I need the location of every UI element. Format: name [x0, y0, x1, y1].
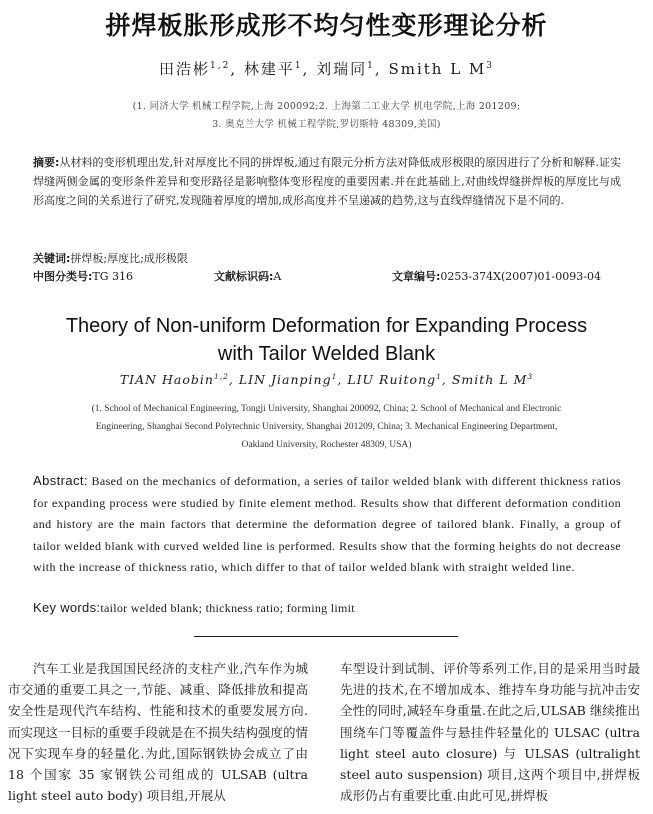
en-keywords-label: Key words:	[33, 600, 101, 615]
cn-author: Smith L $M^3$	[388, 60, 495, 78]
en-author-list: TIAN Haobin$^{1,2}$, LIN Jianping$^1$, LIU Ruitong$^1$, Smith L $M^3$	[119, 372, 534, 388]
document-code: 文献标识码:A	[214, 270, 282, 283]
en-keywords-text: tailor welded blank; thickness ratio; forming limit	[100, 601, 355, 615]
clc-number: 中图分类号:TG 316	[33, 270, 134, 283]
cn-author: 田浩彬$^{1,2}$	[158, 60, 231, 78]
cn-abstract-text: 从材料的变形机理出发,针对厚度比不同的拼焊板,通过有限元分析方法对降低成形极限的原因进行了分析和解释.证实焊缝两侧金属的变形条件差异和变形路径是影响整体变形程度的重要因素.并在此基础上,对曲线焊缝拼焊板的厚度比与成形高度之间的关系进行了研究,发现随着厚度的增加,成形高度并不呈递减的趋势,这与直线焊缝情况下是不同的.	[33, 156, 621, 207]
cn-keywords-text: 拼焊板;厚度比;成形极限	[70, 252, 188, 265]
en-title: Theory of Non-uniform Deformation for Expanding Process with Tailor Welded Blank	[65, 315, 588, 365]
cn-author: 刘瑞同$^1$	[316, 60, 375, 78]
en-affiliation-line: Engineering, Shanghai Second Polytechnic University, Shanghai 201209, China; 3. Mechanical Engineering Department,	[95, 422, 558, 432]
article-number: 文章编号:0253-374X(2007)01-0093-04	[392, 270, 601, 283]
cn-author-list: 田浩彬$^{1,2}$, 林建平$^1$, 刘瑞同$^1$, Smith L $M^3$	[158, 60, 495, 78]
en-affiliation-line: (1. School of Mechanical Engineering, Tongji University, Shanghai 200092, China; 2. School of Mechanical and Electronic	[91, 404, 562, 414]
cn-keywords-label: 关键词:	[33, 252, 71, 265]
body-column-left: 汽车工业是我国国民经济的支柱产业,汽车作为城市交通的重要工具之一,节能、减重、降低排放和提高安全性是现代汽车结构、性能和技术的重要发展方向.而实现这一目标的重要手段就是在不损失结构强度的情况下实现车身的轻量化.为此,国际钢铁协会成立了由 18 个国家 35 家钢铁公司组成的 ULSAB (ultra light steel auto body) 项目组,开展从	[8, 661, 309, 804]
en-author: Smith L $M^3$	[451, 372, 534, 388]
en-author: LIN Jianping$^1$	[238, 372, 338, 388]
en-abstract-text: Based on the mechanics of deformation, a series of tailor welded blank with different thickness ratios for expanding process were studied by finite element method. Results show that different deformation condition and history are the main factors that determine the deformation degree of tailored blank. Finally, a group of tailor welded blank with curved welded line is performed. Results show that the forming heights do not decrease with the increase of thickness ratio, which differ to that of tailor welded blank with straight welded line.	[33, 474, 621, 574]
cn-title: 拼焊板胀形成形不均匀性变形理论分析	[105, 11, 548, 40]
section-divider	[194, 636, 458, 637]
en-author: LIU Ruitong$^1$	[347, 372, 442, 388]
cn-keywords	[33, 250, 188, 266]
cn-affiliation-line: (1. 同济大学 机械工程学院,上海 200092;2. 上海第二工业大学 机电学院,上海 201209;	[132, 101, 521, 112]
en-abstract-label: Abstract:	[33, 473, 88, 488]
en-abstract	[33, 470, 621, 579]
en-affiliation-line: Oakland University, Rochester 48309, USA)	[241, 440, 412, 450]
cn-abstract-label: 摘要:	[33, 156, 60, 169]
cn-abstract	[33, 153, 621, 210]
en-keywords	[33, 600, 355, 616]
cn-affiliation-line: 3. 奥克兰大学 机械工程学院,罗切斯特 48309,美国)	[212, 119, 441, 130]
cn-author: 林建平$^1$	[243, 60, 303, 78]
body-column-right: 车型设计到试制、评价等系列工作,目的是采用当时最先进的技术,在不增加成本、维持车身功能与抗冲击安全性的同时,减轻车身重量.在此之后,ULSAB 继续推出围绕车门等覆盖件与悬挂件轻量化的 ULSAC (ultra light steel auto closure) 与 ULSAS (ultralight steel auto suspension) 项目,这两个项目中,拼焊板成形仍占有重要比重.由此可见,拼焊板	[340, 661, 640, 804]
en-author: TIAN Haobin$^{1,2}$	[119, 372, 229, 388]
